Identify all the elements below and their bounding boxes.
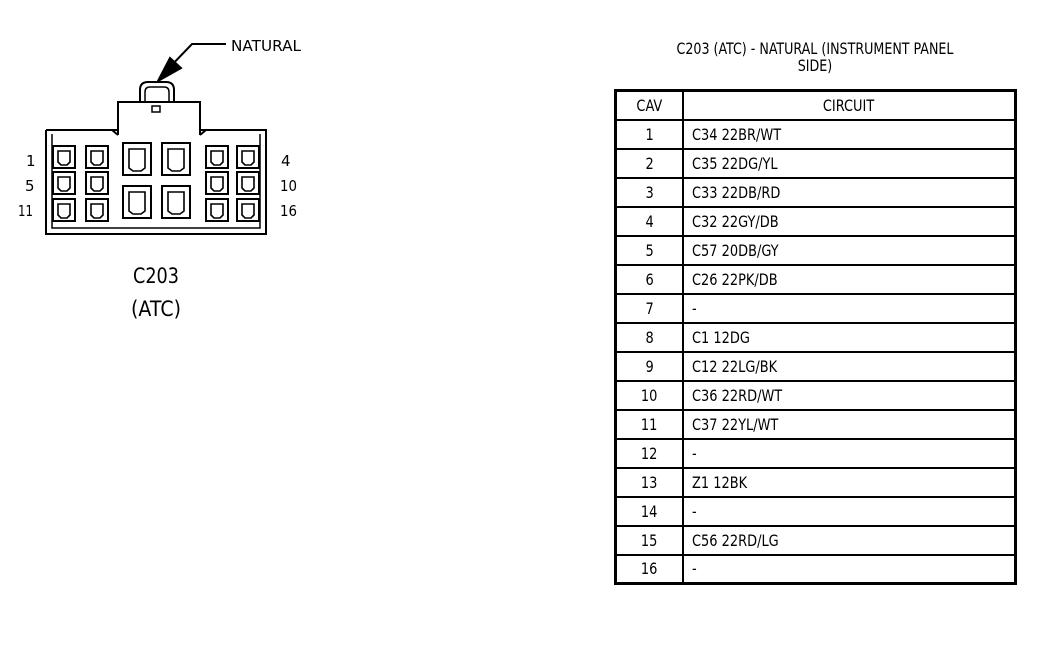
table-row bbox=[616, 468, 1016, 497]
cav-cell: 15 bbox=[616, 526, 683, 555]
table-row bbox=[616, 352, 1016, 381]
table-row bbox=[616, 410, 1016, 439]
circuit-cell: C26 22PK/DB bbox=[683, 265, 1016, 294]
cavity-small bbox=[86, 146, 108, 168]
table-row bbox=[616, 323, 1016, 352]
pin-label-4: 4 bbox=[281, 152, 291, 170]
cav-cell: 2 bbox=[616, 149, 683, 178]
table-row bbox=[616, 265, 1016, 294]
connector-body bbox=[46, 130, 266, 234]
connector-color-label: NATURAL bbox=[231, 37, 302, 55]
circuit-cell: C1 12DG bbox=[683, 323, 1016, 352]
table-title bbox=[636, 40, 993, 74]
cav-cell: 3 bbox=[616, 178, 683, 207]
cavity-small bbox=[86, 199, 108, 221]
circuit-cell: C33 22DB/RD bbox=[683, 178, 1016, 207]
circuit-cell: C35 22DG/YL bbox=[683, 149, 1016, 178]
cavity-small bbox=[206, 172, 228, 194]
cavity-small bbox=[237, 199, 259, 221]
cav-cell: 11 bbox=[616, 410, 683, 439]
circuit-cell: C57 20DB/GY bbox=[683, 236, 1016, 265]
cavity-small bbox=[53, 199, 75, 221]
cavity-small bbox=[206, 199, 228, 221]
circuit-cell: - bbox=[683, 294, 1016, 323]
circuit-column-header: CIRCUIT bbox=[683, 91, 1016, 120]
cav-cell: 10 bbox=[616, 381, 683, 410]
cav-column-header: CAV bbox=[616, 91, 683, 120]
table-row bbox=[616, 526, 1016, 555]
connector-name: C203 bbox=[133, 264, 179, 288]
pin-label-11: 11 bbox=[18, 202, 33, 220]
circuit-cell: Z1 12BK bbox=[683, 468, 1016, 497]
pinout-table bbox=[614, 89, 1017, 585]
cav-cell: 12 bbox=[616, 439, 683, 468]
cavity-small bbox=[206, 146, 228, 168]
table-row bbox=[616, 555, 1016, 584]
table-row bbox=[616, 497, 1016, 526]
cavity-large bbox=[123, 143, 151, 175]
cavity-large bbox=[162, 143, 190, 175]
small-cavities bbox=[53, 146, 259, 221]
connector-variant: (ATC) bbox=[131, 297, 181, 321]
circuit-cell: C56 22RD/LG bbox=[683, 526, 1016, 555]
circuit-cell: C34 22BR/WT bbox=[683, 120, 1016, 149]
table-row bbox=[616, 207, 1016, 236]
cav-cell: 1 bbox=[616, 120, 683, 149]
table-row bbox=[616, 120, 1016, 149]
cav-cell: 4 bbox=[616, 207, 683, 236]
cavity-small bbox=[86, 172, 108, 194]
table-row bbox=[616, 381, 1016, 410]
cavity-small bbox=[53, 172, 75, 194]
cav-cell: 14 bbox=[616, 497, 683, 526]
circuit-cell: C32 22GY/DB bbox=[683, 207, 1016, 236]
circuit-cell: - bbox=[683, 555, 1016, 584]
cavity-small bbox=[237, 146, 259, 168]
cav-cell: 16 bbox=[616, 555, 683, 584]
cav-cell: 8 bbox=[616, 323, 683, 352]
pin-label-5: 5 bbox=[25, 177, 35, 195]
cav-cell: 7 bbox=[616, 294, 683, 323]
connector-hood bbox=[118, 102, 200, 135]
circuit-cell: - bbox=[683, 439, 1016, 468]
pinout-table-body bbox=[616, 120, 1016, 584]
pin-label-16: 16 bbox=[280, 202, 297, 220]
table-row bbox=[616, 149, 1016, 178]
cavity-large bbox=[162, 186, 190, 218]
table-row bbox=[616, 294, 1016, 323]
circuit-cell: C12 22LG/BK bbox=[683, 352, 1016, 381]
table-header-row bbox=[616, 91, 1016, 120]
large-cavities bbox=[123, 143, 190, 218]
leader-arrow bbox=[158, 58, 181, 81]
cav-cell: 5 bbox=[616, 236, 683, 265]
pin-label-1: 1 bbox=[26, 152, 36, 170]
cavity-small bbox=[237, 172, 259, 194]
circuit-cell: C37 22YL/WT bbox=[683, 410, 1016, 439]
circuit-cell: C36 22RD/WT bbox=[683, 381, 1016, 410]
circuit-cell: - bbox=[683, 497, 1016, 526]
cavity-small bbox=[53, 146, 75, 168]
cav-cell: 13 bbox=[616, 468, 683, 497]
cavity-large bbox=[123, 186, 151, 218]
cav-cell: 6 bbox=[616, 265, 683, 294]
table-row bbox=[616, 439, 1016, 468]
pin-label-10: 10 bbox=[280, 177, 297, 195]
table-title-line-2: SIDE) bbox=[797, 56, 833, 75]
cav-cell: 9 bbox=[616, 352, 683, 381]
table-row bbox=[616, 236, 1016, 265]
table-row bbox=[616, 178, 1016, 207]
table-title-line-1: C203 (ATC) - NATURAL (INSTRUMENT PANEL bbox=[676, 39, 954, 58]
